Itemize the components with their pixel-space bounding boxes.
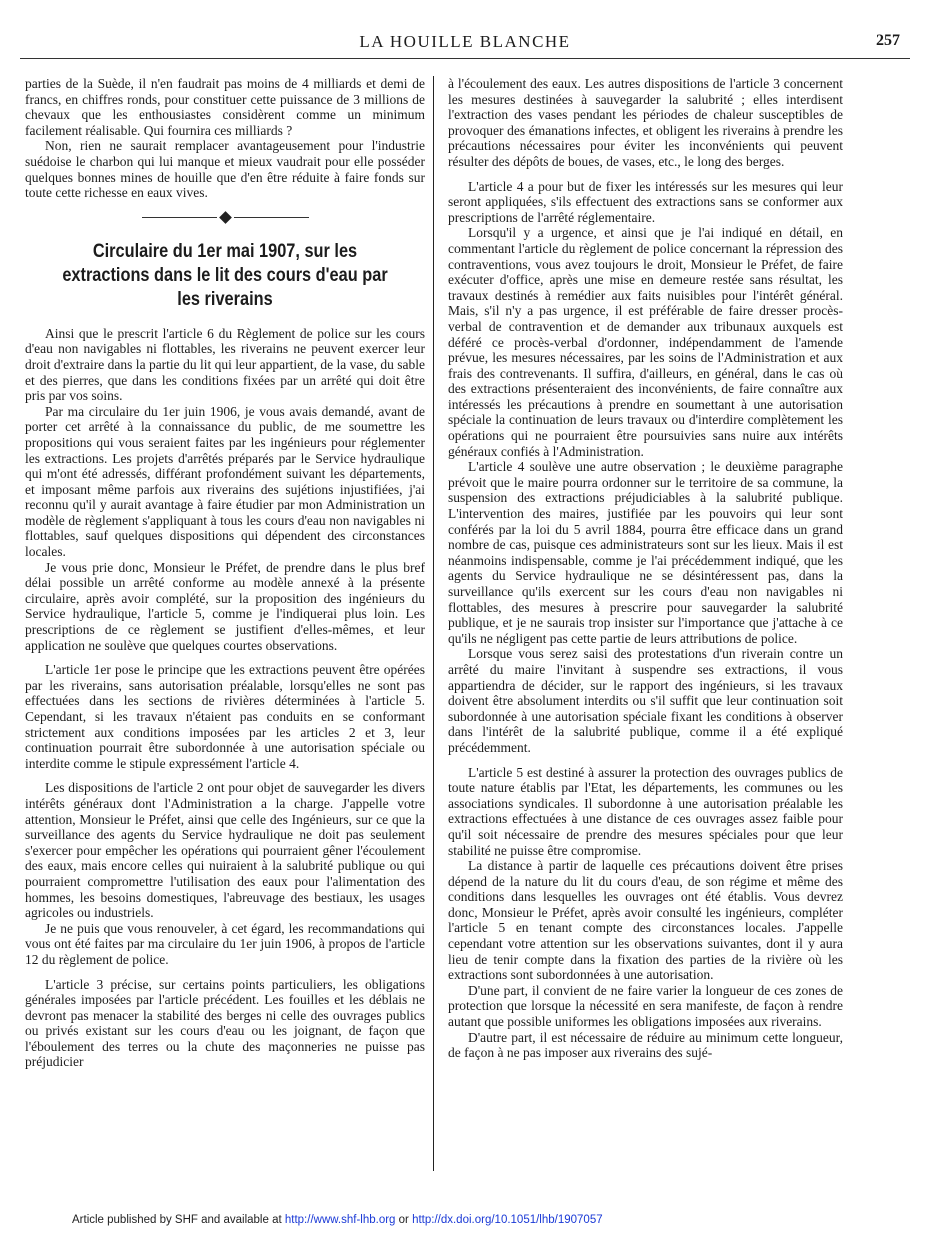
paragraph: L'article 4 soulève une autre observation ; le deuxième paragraphe prévoit que le maire pourra ordonner sur le territoire de sa commune, la suspension des extractions préjudiciables à la salubrité publique. L'intervention des maires, justifiée par les pouvoirs qui leur sont conférés par la loi du 5 avril 1884, pourra être efficace dans un grand nombre de cas, puisque ces administrateurs sont sur les lieux. Mais il est néanmoins indispensable, comme je l'ai précédemment indiqué, que les agents du Service hydraulique ne se désintéressent pas, dans la surveillance qu'ils exercent sur les cours d'eau non navigables ni flottables, des mesures à prescrire pour sauvegarder la salubrité publique, et je ne saurais trop insister sur l'importance que j'attache à ce qu'ils ne négligent pas cette partie de leurs attributions de police. [448, 459, 843, 646]
footer-link-shf[interactable]: http://www.shf-lhb.org [284, 1214, 396, 1226]
paragraph: Non, rien ne saurait remplacer avantageusement pour l'industrie suédoise le charbon qui lui manque et mieux vaudrait pour elle posséder quelques bonnes mines de houille que d'en être réduite à faire fonds sur toute cette richesse en eaux vives. [25, 138, 425, 201]
paragraph: Je vous prie donc, Monsieur le Préfet, de prendre dans le plus bref délai possible un arrêté conforme au modèle annexé à la présente circulaire, après avoir complété, sur la proposition des ingénieurs du Service hydraulique, l'article 5, comme je l'indiquerai plus loin. Les prescriptions de ce règlement se justifient d'elles-mêmes, et leur application ne soulève que quelques courtes observations. [25, 559, 425, 653]
footer-link-doi[interactable]: http://dx.doi.org/10.1051/lhb/1907057 [412, 1214, 603, 1226]
paragraph: L'article 1er pose le principe que les extractions peuvent être opérées par les riverains, sans autorisation préalable, lorsqu'elles ne sont pas effectuées dans les sections de rivières déterminées à l'article 5. Cependant, si les travaux n'étaient pas conduits en se conformant strictement aux conditions imposées par les articles 2 et 3, leur continuation pourrait être subordonnée à une autorisation spéciale ou interdite comme le stipule expressément l'article 4. [25, 662, 425, 771]
paragraph: Ainsi que le prescrit l'article 6 du Règlement de police sur les cours d'eau non navigables ni flottables, les riverains ne peuvent exercer leur droit d'extraire dans la partie du lit qui leur appartient, de la vase, du sable et des pierres, que dans les conditions fixées par un arrêté qui doit être pris par vos soins. [25, 325, 425, 404]
article-heading: Circulaire du 1er mai 1907, sur les extractions dans le lit des cours d'eau par les riverains [62, 240, 388, 310]
paragraph: La distance à partir de laquelle ces précautions doivent être prises dépend de la nature du lit du cours d'eau, de son régime et même des conditions dans lesquelles les ouvrages ont été établis. Vous devrez donc, Monsieur le Préfet, après avoir consulté les ingénieurs, compléter l'article 5 en tenant compte des circonstances locales. J'appelle cependant votre attention sur les observations suivantes, dont il y aura lieu de tenir compte dans la fixation des parties de la rivière où les extractions sont subordonnées à une autorisation. [448, 858, 843, 983]
footer-separator: or [395, 1214, 413, 1226]
paragraph: Les dispositions de l'article 2 ont pour objet de sauvegarder les divers intérêts généraux dont l'Administration a la charge. J'appelle votre attention, Monsieur le Préfet, ainsi que celle des Ingénieurs, sur ce que la surveillance des agents du Service hydraulique ne doit pas seulement s'exercer pour empêcher les opérations qui pourraient gêner l'écoulement des eaux, mais encore celles qui nuiraient à la salubrité publique ou qui pourraient compromettre l'utilisation des eaux pour l'alimentation des hommes, les besoins domestiques, l'abreuvage des bestiaux, les usages agricoles ou industriels. [25, 780, 425, 921]
paragraph: Par ma circulaire du 1er juin 1906, je vous avais demandé, avant de porter cet arrêté à la connaissance du public, de me soumettre les propositions qui vous seraient faites par les ingénieurs pour réglementer les extractions. Les projets d'arrêtés préparés par le Service hydraulique qui m'ont été adressés, différant profondément suivant les départements, et imposant même parfois aux riverains des sujétions injustifiées, j'ai reconnu qu'il y aurait avantage à faire étudier par mon Administration un modèle de règlement s'appliquant à tous les cours d'eau non navigables ni flottables, sauf quelques dispositions qui dépendent des circonstances locales. [25, 403, 425, 560]
column-divider [433, 76, 434, 1171]
paragraph: Je ne puis que vous renouveler, à cet égard, les recommandations qui vous ont été faites par ma circulaire du 1er juin 1906, à propos de l'article 12 du règlement de police. [25, 920, 425, 967]
paragraph: L'article 3 précise, sur certains points particuliers, les obligations générales imposées par l'article précédent. Les fouilles et les déblais ne devront pas menacer la stabilité des berges ni celle des ouvrages publics ou privés existant sur les cours d'eau ou les joignant, de façon que l'éboulement des terres ou la chute des maçonneries ne puisse pas préjudicier [25, 976, 425, 1070]
footer-text: Article published by SHF and available at [72, 1214, 285, 1226]
journal-title: LA HOUILLE BLANCHE [359, 32, 571, 51]
paragraph: Lorsqu'il y a urgence, et ainsi que je l'ai indiqué en détail, en commentant l'article du règlement de police concernant la répression des contraventions, vous avez toujours le droit, Monsieur le Préfet, de faire exécuter d'office, après une mise en demeure restée sans résultat, les travaux destinés à remédier aux faits nuisibles pour l'intérêt général. Mais, s'il n'y a pas urgence, il est préférable de faire dresser procès-verbal de contravention et de demander aux tribunaux auxquels est déféré ce procès-verbal d'ordonner, indépendamment de l'amende prévue, les mesures nécessaires, par les soins de l'Administration et aux frais des contrevenants. Il suffira, d'ailleurs, en général, dans le cas où des extractions présenteraient des inconvénients, de faire connaître aux intéressés les précautions à prendre en soumettant à une autorisation spéciale la continuation de leurs travaux ou d'interdire complètement les opérations qui ne pourraient être poursuivies sans nuire aux intérêts généraux confiés à l'Administration. [448, 225, 843, 459]
page-header [20, 32, 910, 54]
paragraph: Lorsque vous serez saisi des protestations d'un riverain contre un arrêté du maire l'invitant à suspendre ses extractions, il vous appartiendra de décider, sur le rapport des ingénieurs, si les travaux doivent être absolument interdits ou s'il suffit que leur continuation soit subordonnée à une autorisation spéciale fixant les conditions à observer dans l'intérêt de la salubrité publique, comme il a été expliqué précédemment. [448, 646, 843, 755]
paragraph: D'une part, il convient de ne faire varier la longueur de ces zones de protection que lorsque la nécessité en sera manifeste, de façon à rendre autant que possible uniformes les obligations imposées aux riverains. [448, 982, 843, 1030]
paragraph: L'article 5 est destiné à assurer la protection des ouvrages publics de toute nature établis par l'Etat, les départements, les communes ou les associations syndicales. Il subordonne à une autorisation préalable les extractions effectuées à une distance de ces ouvrages assez faible pour qu'il soit nécessaire de prendre des mesures spéciales pour que leur stabilité ne puisse être compromise. [448, 764, 843, 858]
section-ornament [25, 213, 425, 222]
left-column [25, 76, 425, 1070]
header-rule [20, 58, 910, 59]
paragraph: parties de la Suède, il n'en faudrait pas moins de 4 milliards et demi de francs, en chiffres ronds, pour constituer cette puissance de 3 millions de chevaux que les enthousiastes considèrent comme un minimum facilement réalisable. Qui fournira ces milliards ? [25, 76, 425, 138]
footer-note [72, 1214, 603, 1226]
page-number: 257 [876, 32, 900, 49]
paragraph: D'autre part, il est nécessaire de réduire au minimum cette longueur, de façon à ne pas imposer aux riverains des sujé- [448, 1029, 843, 1061]
right-column [448, 76, 843, 1061]
paragraph: à l'écoulement des eaux. Les autres dispositions de l'article 3 concernent les mesures destinées à sauvegarder la salubrité ; elles interdisent l'extraction des vases pendant les périodes de chaleur susceptibles de provoquer des émanations infectes, et obligent les riverains à prendre les précautions nécessaires pour éviter les inconvénients qui peuvent résulter des dépôts de boues, de vases, etc., le long des berges. [448, 76, 843, 169]
paragraph: L'article 4 a pour but de fixer les intéressés sur les mesures qui leur seront appliquées, s'ils effectuent des extractions sans se conformer aux prescriptions de l'arrêté réglementaire. [448, 178, 843, 225]
